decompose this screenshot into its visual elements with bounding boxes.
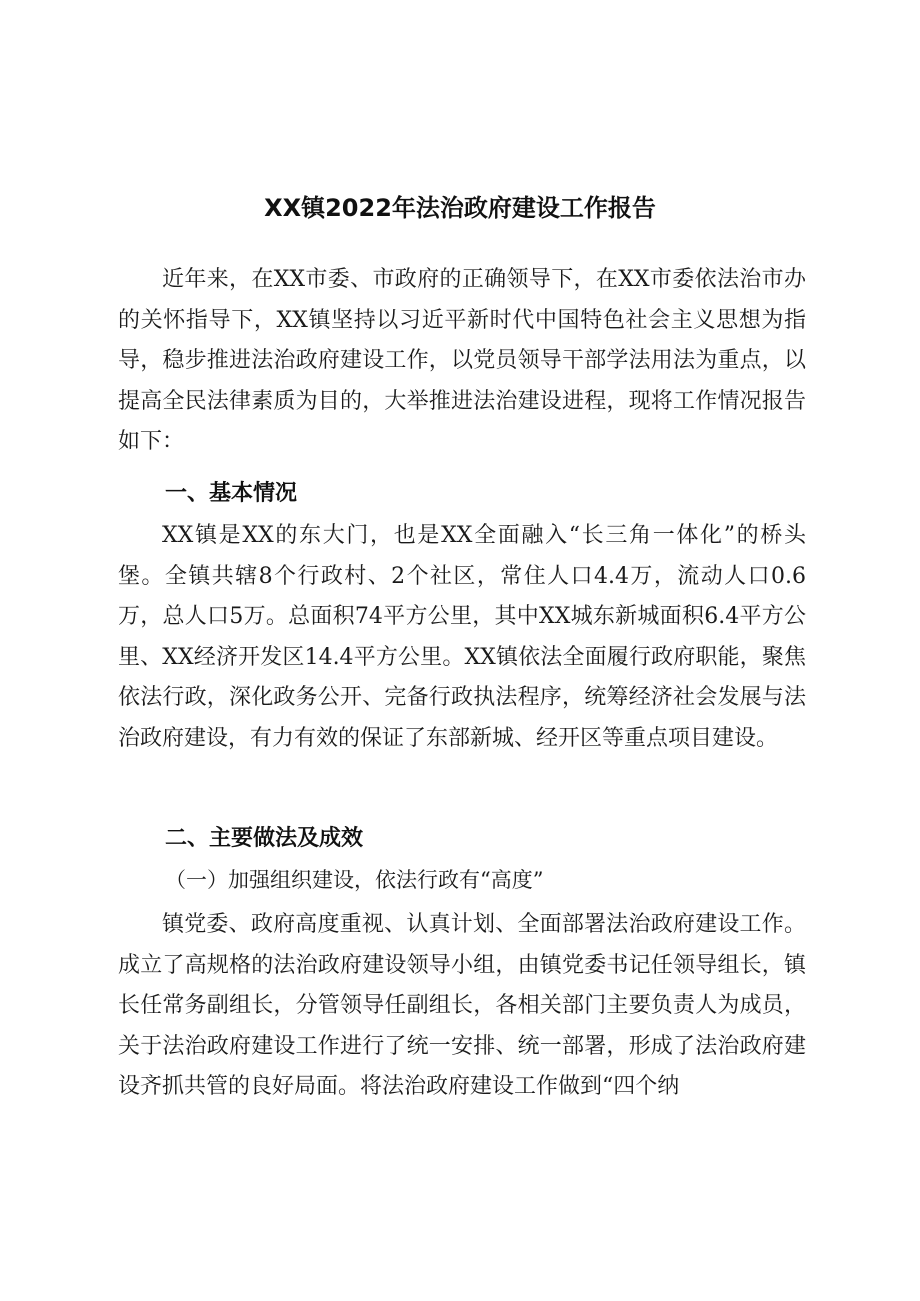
section-heading-main-practices: 二、主要做法及成效 <box>165 826 364 851</box>
section-heading-basic-situation: 一、基本情况 <box>165 481 298 506</box>
intro-paragraph-block <box>118 260 806 463</box>
intro-paragraph: 近年来，在XX市委、市政府的正确领导下，在XX市委依法治市办的关怀指导下，XX镇坚持以习近平新时代中国特色社会主义思想为指导，稳步推进法治政府建设工作，以党员领导干部学法用法为重点，以提高全民法律素质为目的，大举推进法治建设进程，现将工作情况报告如下： <box>118 267 806 455</box>
section2-paragraph: 镇党委、政府高度重视、认真计划、全面部署法治政府建设工作。成立了高规格的法治政府建设领导小组，由镇党委书记任领导组长，镇长任常务副组长，分管领导任副组长，各相关部门主要负责人为成员，关于法治政府建设工作进行了统一安排、统一部署，形成了法治政府建设齐抓共管的良好局面。将法治政府建设工作做到“四个纳 <box>118 912 806 1100</box>
section1-paragraph-block <box>118 516 806 760</box>
section1-paragraph: XX镇是XX的东大门，也是XX全面融入“长三角一体化”的桥头堡。全镇共辖8个行政村、2个社区，常住人口4.4万，流动人口0.6万，总人口5万。总面积74平方公里，其中XX城东新城面积6.4平方公里、XX经济开发区14.4平方公里。XX镇依法全面履行政府职能，聚焦依法行政，深化政务公开、完备行政执法程序，统筹经济社会发展与法治政府建设，有力有效的保证了东部新城、经开区等重点项目建设。 <box>118 523 806 751</box>
section2-paragraph-block <box>118 905 806 1108</box>
subsection-heading-organization: （一）加强组织建设，依法行政有“高度” <box>165 868 544 892</box>
document-title: XX镇2022年法治政府建设工作报告 <box>264 194 656 222</box>
